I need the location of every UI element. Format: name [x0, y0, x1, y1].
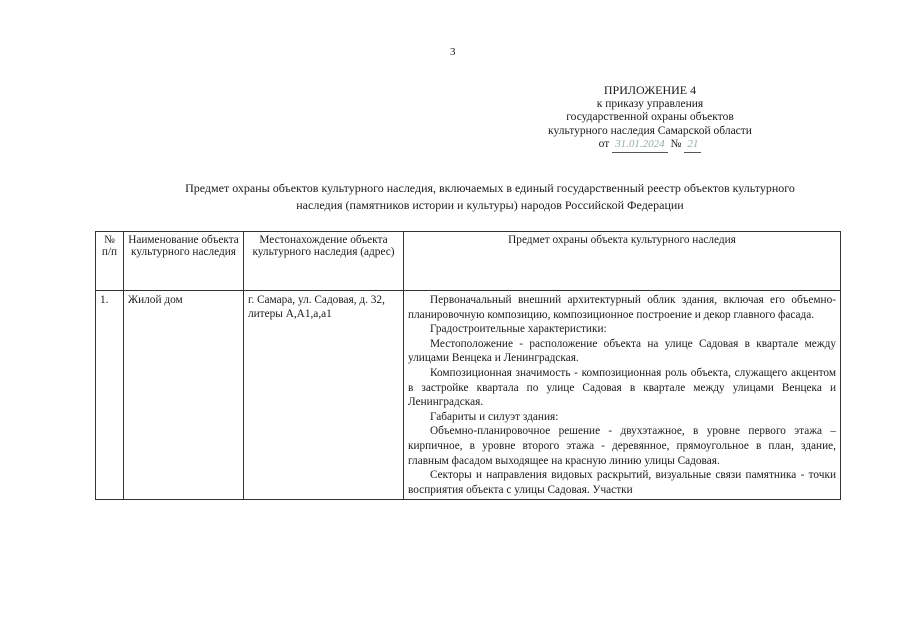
row-number: 1.: [96, 291, 124, 500]
description-paragraph: Первоначальный внешний архитектурный облик здания, включая его объемно-планировочную композицию, композиционное построение и декор главного фасада.: [408, 294, 836, 321]
appendix-line: культурного наследия Самарской области: [548, 124, 752, 137]
appendix-line: государственной охраны объектов: [566, 111, 734, 123]
row-address: г. Самара, ул. Садовая, д. 32, литеры А,А1,а,а1: [244, 291, 404, 500]
description-paragraph: Секторы и направления видовых раскрытий, визуальные связи памятника - точки восприятия объекта с улицы Садовая. Участки: [408, 469, 836, 496]
appendix-date-line: [520, 138, 780, 153]
header-address: Местонахождение объекта культурного наследия (адрес): [244, 232, 404, 291]
description-paragraph: Композиционная значимость - композиционная роль объекта, служащего акцентом в застройке квартала по улице Садовая в квартале между улицами Венцека и Ленинградская.: [408, 366, 836, 409]
number-prefix: №: [670, 138, 682, 150]
description-paragraph: Объемно-планировочное решение - двухэтажное, в уровне первого этажа – кирпичное, в уровне второго этажа - деревянное, прямоугольное в план, здание, главным фасадом выходящее на красную линию улицы Садовая.: [408, 425, 836, 467]
page-number: 3: [450, 46, 456, 58]
appendix-line: к приказу управления: [596, 97, 704, 110]
header-name: Наименование объекта культурного наследия: [124, 232, 244, 291]
table-row: [96, 291, 841, 500]
description-paragraph: Градостроительные характеристики:: [430, 323, 607, 336]
header-subject: Предмет охраны объекта культурного наследия: [404, 232, 841, 291]
appendix-block: [520, 84, 780, 153]
header-number: № п/п: [96, 232, 124, 291]
number-value: 21: [684, 138, 701, 153]
description-paragraph: Местоположение - расположение объекта на улице Садовая в квартале между улицами Венцека и Ленинградская.: [408, 337, 836, 365]
description-paragraph: Габариты и силуэт здания:: [430, 410, 559, 423]
appendix-heading: ПРИЛОЖЕНИЕ 4: [603, 83, 697, 97]
table-header-row: [96, 232, 841, 291]
row-description: [404, 291, 841, 500]
row-name: Жилой дом: [124, 291, 244, 500]
date-value: 31.01.2024: [612, 138, 668, 153]
heritage-table: [95, 231, 841, 500]
document-title: Предмет охраны объектов культурного наследия, включаемых в единый государственный реестр объектов культурного наследия (памятников истории и культуры) народов Российской Федерации: [185, 181, 795, 212]
date-prefix: от: [598, 138, 610, 150]
